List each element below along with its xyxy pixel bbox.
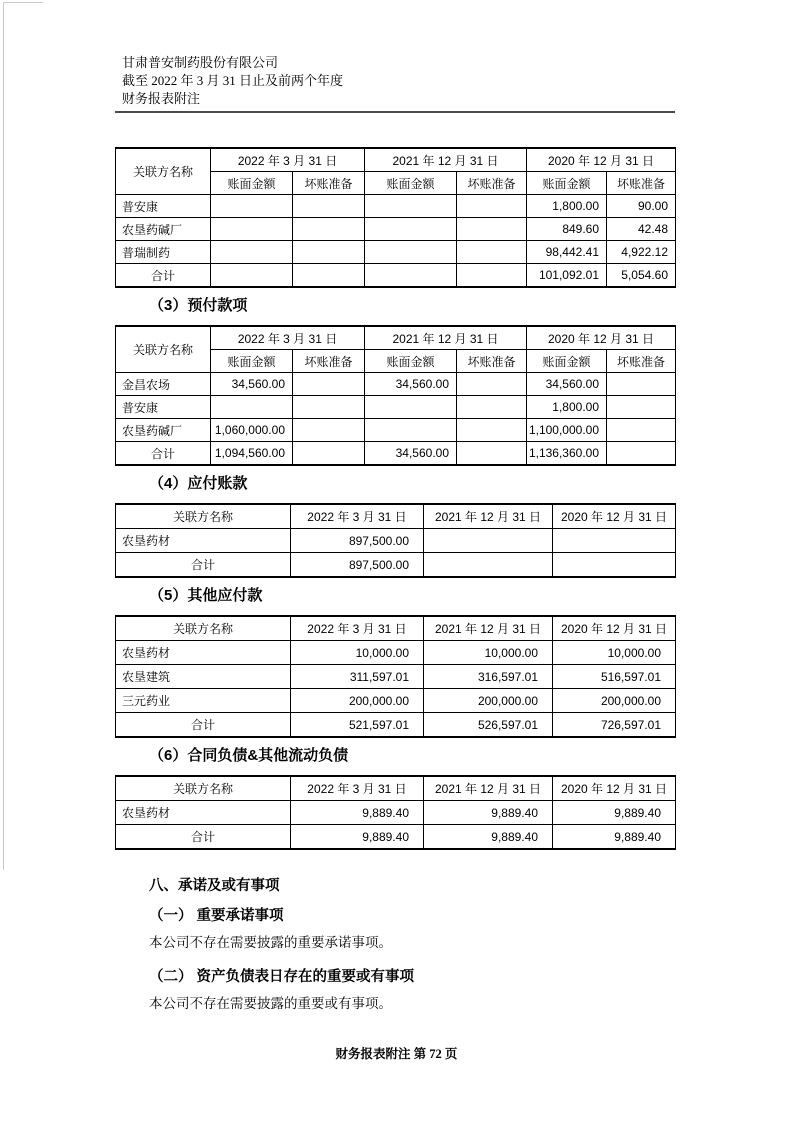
related-party-column-header: 关联方名称 [116, 616, 291, 641]
total-row [116, 825, 676, 850]
sub-column-header: 坏账准备 [293, 350, 365, 373]
amount-cell [607, 442, 676, 466]
doc-header [115, 54, 675, 108]
table-row [116, 419, 676, 442]
amount-cell: 10,000.00 [291, 641, 424, 665]
related-party-column-header: 关联方名称 [116, 326, 211, 373]
section-heading: （3）预付款项 [149, 297, 248, 314]
amount-cell [365, 218, 457, 241]
table-row [116, 241, 676, 264]
sub-column-header: 坏账准备 [607, 172, 676, 195]
related-party-name: 农垦药材 [116, 801, 291, 825]
table-row [116, 689, 676, 713]
related-party-column-header: 关联方名称 [116, 504, 291, 529]
report-period: 截至 2022 年 3 月 31 日止及前两个年度 [122, 73, 344, 88]
table-row [116, 218, 676, 241]
table-sections [115, 147, 675, 850]
table-section-1 [115, 147, 675, 288]
related-party-name: 农垦药材 [116, 641, 291, 665]
amount-cell: 4,922.12 [607, 241, 676, 264]
amount-cell: 9,889.40 [424, 801, 553, 825]
amount-cell: 897,500.00 [291, 553, 424, 578]
amount-cell: 9,889.40 [291, 825, 424, 850]
amount-cell [365, 264, 457, 288]
amount-cell [293, 218, 365, 241]
amount-cell: 34,560.00 [365, 373, 457, 396]
date-column-header: 2022 年 3 月 31 日 [211, 326, 365, 350]
date-column-header: 2021 年 12 月 31 日 [365, 148, 527, 172]
amount-cell: 90.00 [607, 195, 676, 218]
header-rule [115, 111, 675, 113]
amount-cell: 34,560.00 [365, 442, 457, 466]
related-party-name: 农垦药材 [116, 529, 291, 553]
total-row [116, 442, 676, 466]
amount-cell [293, 195, 365, 218]
amount-cell: 897,500.00 [291, 529, 424, 553]
section-heading: （6）合同负债&其他流动负债 [149, 747, 349, 764]
table-row [116, 396, 676, 419]
amount-cell [424, 529, 553, 553]
amount-cell [607, 373, 676, 396]
related-party-name: 普安康 [116, 195, 211, 218]
amount-cell: 10,000.00 [553, 641, 676, 665]
amount-cell [457, 373, 527, 396]
amount-cell [457, 419, 527, 442]
note-2-body: 本公司不存在需要披露的重要或有事项。 [149, 996, 392, 1011]
date-column-header: 2022 年 3 月 31 日 [211, 148, 365, 172]
notes-section [115, 876, 675, 1013]
related-party-name: 合计 [116, 264, 211, 288]
related-party-name: 农垦建筑 [116, 665, 291, 689]
amount-cell [211, 241, 293, 264]
related-party-name: 合计 [116, 442, 211, 466]
amount-cell [607, 419, 676, 442]
amount-cell [553, 553, 676, 578]
amount-cell: 726,597.01 [553, 713, 676, 738]
related-party-name: 普瑞制药 [116, 241, 211, 264]
sub-column-header: 坏账准备 [293, 172, 365, 195]
table-row [116, 641, 676, 665]
amount-cell: 9,889.40 [553, 825, 676, 850]
amount-cell [293, 373, 365, 396]
related-party-column-header: 关联方名称 [116, 776, 291, 801]
amount-cell [457, 442, 527, 466]
amount-cell [457, 195, 527, 218]
table-row [116, 529, 676, 553]
page-footer [0, 1044, 793, 1062]
related-party-name: 金昌农场 [116, 373, 211, 396]
amount-cell [365, 396, 457, 419]
related-party-name: 普安康 [116, 396, 211, 419]
amount-cell: 526,597.01 [424, 713, 553, 738]
amount-cell: 9,889.40 [424, 825, 553, 850]
related-party-name: 合计 [116, 825, 291, 850]
amount-cell [365, 241, 457, 264]
amount-cell: 1,060,000.00 [211, 419, 293, 442]
amount-cell [607, 396, 676, 419]
amount-cell: 101,092.01 [527, 264, 607, 288]
sub-column-header: 账面金额 [527, 350, 607, 373]
table-row [116, 195, 676, 218]
date-column-header: 2020 年 12 月 31 日 [553, 616, 676, 641]
amount-cell: 200,000.00 [291, 689, 424, 713]
total-row [116, 264, 676, 288]
date-column-header: 2021 年 12 月 31 日 [424, 616, 553, 641]
amount-cell: 1,094,560.00 [211, 442, 293, 466]
sub-column-header: 坏账准备 [457, 350, 527, 373]
table-section-4 [115, 586, 675, 738]
note-1-body: 本公司不存在需要披露的重要承诺事项。 [149, 935, 392, 950]
amount-cell: 34,560.00 [211, 373, 293, 396]
amount-cell [457, 241, 527, 264]
amount-cell: 42.48 [607, 218, 676, 241]
amount-cell [211, 218, 293, 241]
amount-cell [365, 419, 457, 442]
date-column-header: 2022 年 3 月 31 日 [291, 616, 424, 641]
amount-cell [211, 396, 293, 419]
amount-cell [293, 396, 365, 419]
amount-cell: 316,597.01 [424, 665, 553, 689]
amount-cell [293, 442, 365, 466]
related-party-name: 合计 [116, 553, 291, 578]
sub-column-header: 账面金额 [365, 172, 457, 195]
financial-table [115, 147, 676, 288]
sub-column-header: 坏账准备 [607, 350, 676, 373]
sub-column-header: 账面金额 [365, 350, 457, 373]
table-row [116, 801, 676, 825]
related-party-name: 农垦药碱厂 [116, 218, 211, 241]
section-heading: （4）应付账款 [149, 475, 248, 492]
financial-table [115, 503, 676, 578]
amount-cell: 200,000.00 [553, 689, 676, 713]
amount-cell: 10,000.00 [424, 641, 553, 665]
amount-cell: 1,100,000.00 [527, 419, 607, 442]
amount-cell: 9,889.40 [553, 801, 676, 825]
doc-title: 财务报表附注 [122, 91, 201, 106]
amount-cell [211, 195, 293, 218]
amount-cell: 1,136,360.00 [527, 442, 607, 466]
date-column-header: 2020 年 12 月 31 日 [527, 148, 676, 172]
related-party-name: 三元药业 [116, 689, 291, 713]
sub-column-header: 坏账准备 [457, 172, 527, 195]
financial-table [115, 325, 676, 466]
table-row [116, 665, 676, 689]
amount-cell [293, 419, 365, 442]
sub-column-header: 账面金额 [211, 350, 293, 373]
amount-cell: 9,889.40 [291, 801, 424, 825]
table-section-2 [115, 296, 675, 466]
page-content [115, 54, 675, 1013]
amount-cell: 516,597.01 [553, 665, 676, 689]
sub-column-header: 账面金额 [527, 172, 607, 195]
amount-cell [457, 218, 527, 241]
amount-cell [365, 195, 457, 218]
financial-table [115, 615, 676, 738]
company-name: 甘肃普安制药股份有限公司 [122, 55, 279, 70]
amount-cell: 34,560.00 [527, 373, 607, 396]
scan-edge-top [3, 2, 43, 3]
financial-table [115, 775, 676, 850]
related-party-name: 农垦药碱厂 [116, 419, 211, 442]
date-column-header: 2020 年 12 月 31 日 [553, 504, 676, 529]
amount-cell [553, 529, 676, 553]
amount-cell [293, 264, 365, 288]
amount-cell: 849.60 [527, 218, 607, 241]
amount-cell [211, 264, 293, 288]
table-section-3 [115, 474, 675, 578]
related-party-name: 合计 [116, 713, 291, 738]
amount-cell: 5,054.60 [607, 264, 676, 288]
note-2-heading: （二） 资产负债表日存在的重要或有事项 [149, 969, 415, 985]
date-column-header: 2020 年 12 月 31 日 [553, 776, 676, 801]
section-heading: （5）其他应付款 [149, 587, 263, 604]
amount-cell: 1,800.00 [527, 396, 607, 419]
footer-text: 财务报表附注 第 72 页 [335, 1047, 458, 1061]
date-column-header: 2022 年 3 月 31 日 [291, 776, 424, 801]
table-row [116, 373, 676, 396]
total-row [116, 713, 676, 738]
date-column-header: 2021 年 12 月 31 日 [365, 326, 527, 350]
table-section-5 [115, 746, 675, 850]
amount-cell: 311,597.01 [291, 665, 424, 689]
date-column-header: 2021 年 12 月 31 日 [424, 504, 553, 529]
related-party-column-header: 关联方名称 [116, 148, 211, 195]
note-1-heading: （一） 重要承诺事项 [149, 908, 284, 924]
amount-cell [457, 396, 527, 419]
amount-cell: 200,000.00 [424, 689, 553, 713]
scan-edge-left [3, 2, 4, 870]
amount-cell: 98,442.41 [527, 241, 607, 264]
total-row [116, 553, 676, 578]
amount-cell [457, 264, 527, 288]
amount-cell: 521,597.01 [291, 713, 424, 738]
date-column-header: 2022 年 3 月 31 日 [291, 504, 424, 529]
amount-cell: 1,800.00 [527, 195, 607, 218]
amount-cell [424, 553, 553, 578]
part-heading: 八、承诺及或有事项 [149, 878, 280, 894]
date-column-header: 2020 年 12 月 31 日 [527, 326, 676, 350]
date-column-header: 2021 年 12 月 31 日 [424, 776, 553, 801]
sub-column-header: 账面金额 [211, 172, 293, 195]
amount-cell [293, 241, 365, 264]
